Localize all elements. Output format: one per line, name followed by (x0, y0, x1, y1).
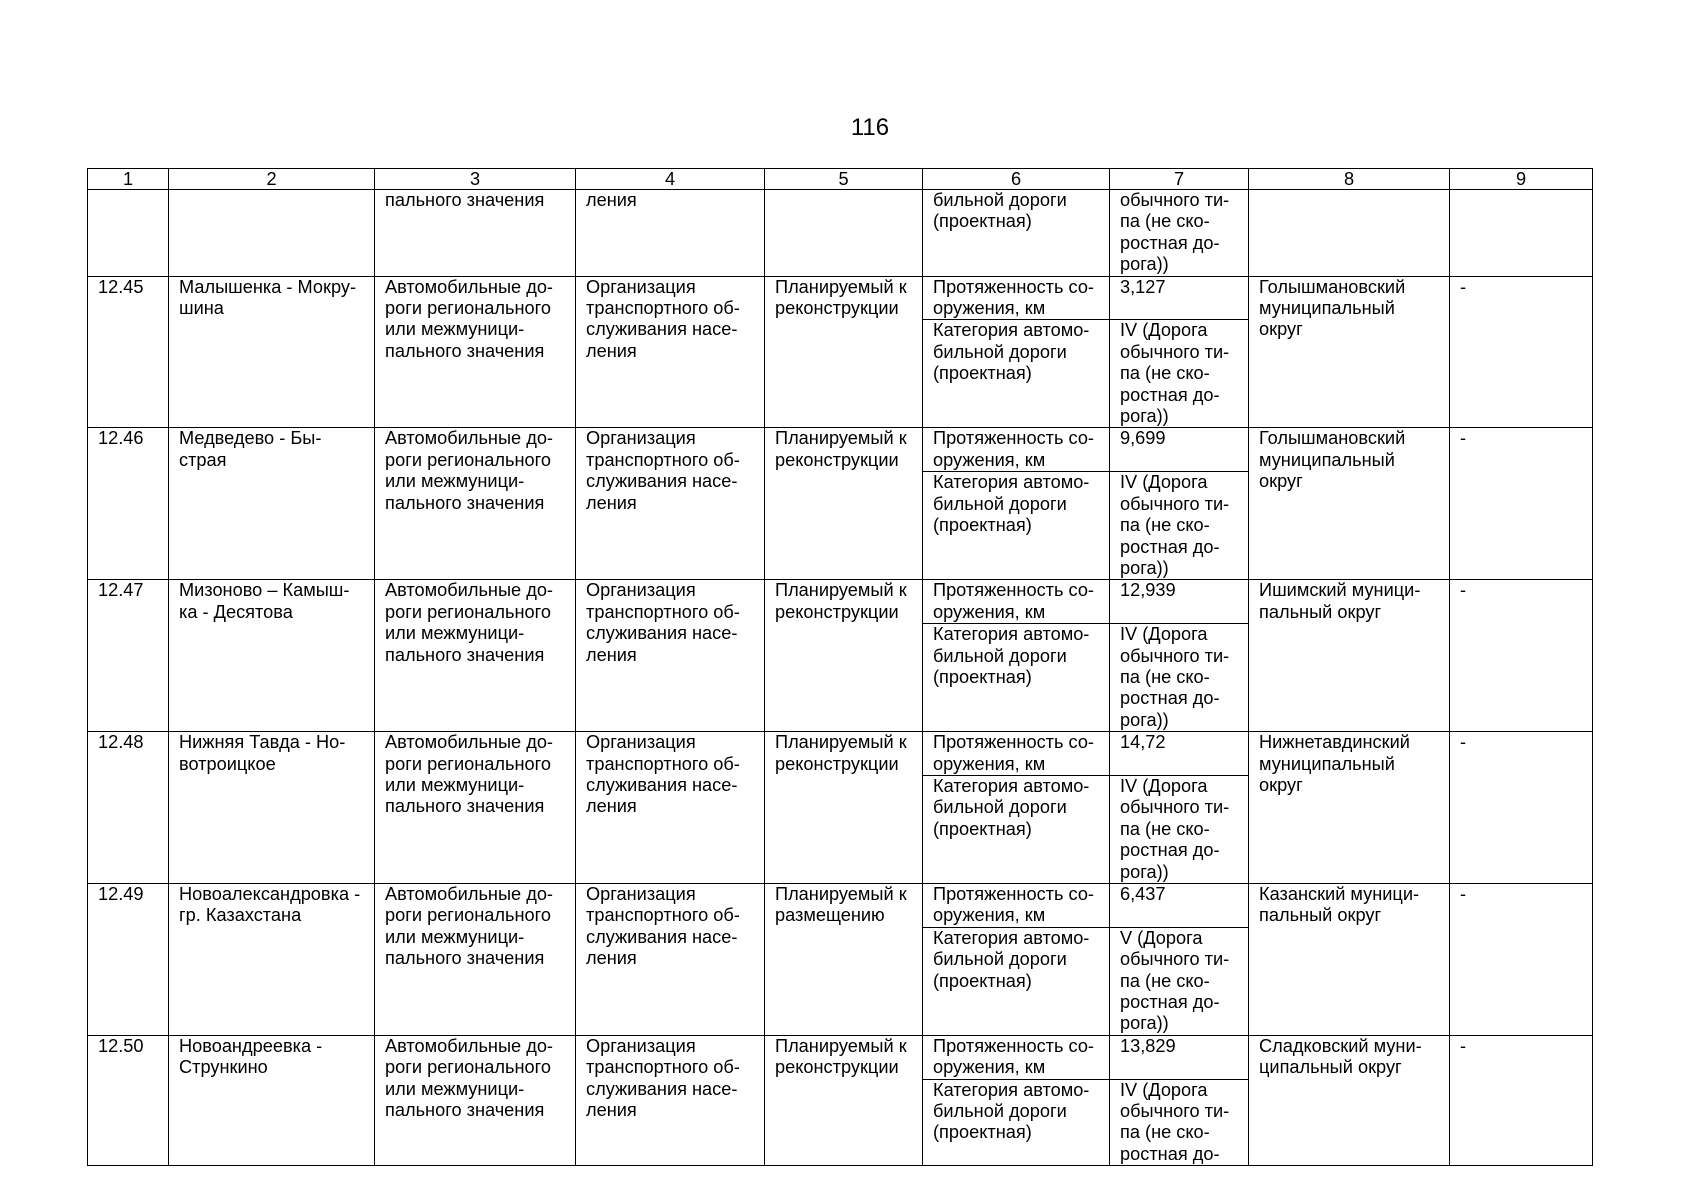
cell-value: IV (Дорога обычного ти- па (не ско- ростная до- (1110, 1079, 1249, 1166)
cell-empty (765, 190, 923, 277)
continuation-row (88, 190, 1593, 277)
cell-purpose: Организация транспортного об- служивания насе- ления (576, 884, 765, 1036)
cell-purpose: Организация транспортного об- служивания насе- ления (576, 428, 765, 580)
page-number: 116 (850, 114, 890, 141)
cell-object-name: Новоандреевка - Стрункино (169, 1035, 375, 1165)
column-number: 1 (88, 169, 169, 190)
column-number: 7 (1110, 169, 1249, 190)
table-row (88, 276, 1593, 320)
cell-number: 12.49 (88, 884, 169, 1036)
cell-value: 12,939 (1110, 580, 1249, 624)
cell-purpose: Организация транспортного об- служивания насе- ления (576, 1035, 765, 1165)
column-number: 4 (576, 169, 765, 190)
cell-object-type: Автомобильные до- роги регионального или межмуници- пального значения (375, 428, 576, 580)
cell-object-name: Медведево - Бы- страя (169, 428, 375, 580)
cell-zone: - (1450, 580, 1593, 732)
cell-characteristic: Категория автомо- бильной дороги (проектная) (923, 775, 1110, 883)
column-number: 5 (765, 169, 923, 190)
cell-value: IV (Дорога обычного ти- па (не ско- ростная до- рога)) (1110, 472, 1249, 580)
cell-value: IV (Дорога обычного ти- па (не ско- ростная до- рога)) (1110, 624, 1249, 732)
cell-empty (88, 190, 169, 277)
cell-status: Планируемый к реконструкции (765, 428, 923, 580)
cell-value: 14,72 (1110, 732, 1249, 776)
cell-zone: - (1450, 276, 1593, 428)
cell-value: 6,437 (1110, 884, 1249, 928)
cell-characteristic: Категория автомо- бильной дороги (проектная) (923, 1079, 1110, 1166)
cell-purpose: Организация транспортного об- служивания насе- ления (576, 580, 765, 732)
cell-value: IV (Дорога обычного ти- па (не ско- ростная до- рога)) (1110, 775, 1249, 883)
cell-object-type: пального значения (375, 190, 576, 277)
column-number: 6 (923, 169, 1110, 190)
cell-location: Нижнетавдинский муниципальный округ (1249, 732, 1450, 884)
column-number: 9 (1450, 169, 1593, 190)
cell-number: 12.47 (88, 580, 169, 732)
cell-zone: - (1450, 428, 1593, 580)
cell-value: IV (Дорога обычного ти- па (не ско- ростная до- рога)) (1110, 320, 1249, 428)
objects-table (87, 168, 1593, 1166)
cell-number: 12.48 (88, 732, 169, 884)
cell-characteristic: Протяженность со- оружения, км (923, 580, 1110, 624)
cell-object-type: Автомобильные до- роги регионального или межмуници- пального значения (375, 732, 576, 884)
cell-value: 9,699 (1110, 428, 1249, 472)
cell-empty (1450, 190, 1593, 277)
table-row (88, 732, 1593, 776)
column-number: 8 (1249, 169, 1450, 190)
table-row (88, 580, 1593, 624)
cell-purpose: ления (576, 190, 765, 277)
cell-location: Голышмановский муниципальный округ (1249, 428, 1450, 580)
cell-zone: - (1450, 1035, 1593, 1165)
cell-empty (1249, 190, 1450, 277)
cell-status: Планируемый к реконструкции (765, 732, 923, 884)
cell-zone: - (1450, 732, 1593, 884)
cell-status: Планируемый к реконструкции (765, 580, 923, 732)
cell-characteristic: Категория автомо- бильной дороги (проектная) (923, 320, 1110, 428)
table-row (88, 428, 1593, 472)
cell-location: Казанский муници- пальный округ (1249, 884, 1450, 1036)
cell-object-type: Автомобильные до- роги регионального или межмуници- пального значения (375, 884, 576, 1036)
cell-empty (169, 190, 375, 277)
cell-characteristic: бильной дороги (проектная) (923, 190, 1110, 277)
cell-value: 13,829 (1110, 1035, 1249, 1079)
table-row (88, 1035, 1593, 1079)
cell-location: Сладковский муни- ципальный округ (1249, 1035, 1450, 1165)
cell-object-name: Малышенка - Мокру- шина (169, 276, 375, 428)
cell-location: Голышмановский муниципальный округ (1249, 276, 1450, 428)
cell-number: 12.46 (88, 428, 169, 580)
cell-zone: - (1450, 884, 1593, 1036)
column-numbers-row (88, 169, 1593, 190)
cell-object-name: Новоалександровка - гр. Казахстана (169, 884, 375, 1036)
column-number: 3 (375, 169, 576, 190)
cell-characteristic: Протяженность со- оружения, км (923, 884, 1110, 928)
cell-object-type: Автомобильные до- роги регионального или межмуници- пального значения (375, 276, 576, 428)
cell-purpose: Организация транспортного об- служивания насе- ления (576, 276, 765, 428)
cell-purpose: Организация транспортного об- служивания насе- ления (576, 732, 765, 884)
cell-status: Планируемый к реконструкции (765, 1035, 923, 1165)
cell-object-name: Нижняя Тавда - Но- вотроицкое (169, 732, 375, 884)
cell-characteristic: Протяженность со- оружения, км (923, 732, 1110, 776)
cell-status: Планируемый к размещению (765, 884, 923, 1036)
cell-value: V (Дорога обычного ти- па (не ско- ростная до- рога)) (1110, 927, 1249, 1035)
cell-object-name: Мизоново – Камыш- ка - Десятова (169, 580, 375, 732)
cell-status: Планируемый к реконструкции (765, 276, 923, 428)
cell-value: обычного ти- па (не ско- ростная до- рога)) (1110, 190, 1249, 277)
cell-characteristic: Категория автомо- бильной дороги (проектная) (923, 472, 1110, 580)
cell-location: Ишимский муници- пальный округ (1249, 580, 1450, 732)
cell-object-type: Автомобильные до- роги регионального или межмуници- пального значения (375, 580, 576, 732)
cell-object-type: Автомобильные до- роги регионального или межмуници- пального значения (375, 1035, 576, 1165)
cell-number: 12.50 (88, 1035, 169, 1165)
cell-characteristic: Протяженность со- оружения, км (923, 428, 1110, 472)
column-number: 2 (169, 169, 375, 190)
cell-characteristic: Протяженность со- оружения, км (923, 276, 1110, 320)
cell-value: 3,127 (1110, 276, 1249, 320)
cell-characteristic: Категория автомо- бильной дороги (проектная) (923, 624, 1110, 732)
cell-characteristic: Категория автомо- бильной дороги (проектная) (923, 927, 1110, 1035)
cell-number: 12.45 (88, 276, 169, 428)
table-row (88, 884, 1593, 928)
cell-characteristic: Протяженность со- оружения, км (923, 1035, 1110, 1079)
